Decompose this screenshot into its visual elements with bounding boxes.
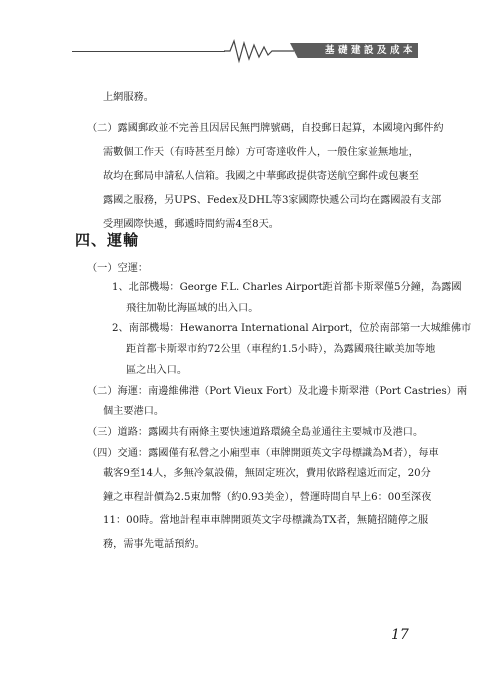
text-line: （四）交通：露國僅有私營之小廂型車（車牌開頭英文字母標識為M者），每車 xyxy=(87,448,439,459)
text-line: 11：00時。當地計程車車牌開頭英文字母標識為TX者，無隨招隨停之服 xyxy=(103,515,429,526)
text-line: 上網服務。 xyxy=(103,92,154,103)
page-number: 17 xyxy=(391,627,409,643)
section-heading: 四、運輸 xyxy=(75,231,140,249)
text-line: 受理國際快遞，郵遞時間約需4至8天。 xyxy=(103,219,279,230)
text-line: （一）空運： xyxy=(87,263,149,274)
text-line: 露國之服務，另UPS、Fedex及DHL等3家國際快遞公司均在露國設有支部 xyxy=(103,195,442,206)
pulse-line-icon xyxy=(224,38,294,64)
text-line: 個主要港口。 xyxy=(103,406,165,417)
text-line: 鐘之車程計價為2.5東加幣（約0.93美金），營運時間自早上6：00至深夜 xyxy=(103,492,432,503)
text-line: 務，需事先電話預約。 xyxy=(103,539,205,550)
text-line: 距首都卡斯翠市約72公里（車程約1.5小時），為露國飛往歐美加等地 xyxy=(126,344,436,355)
header-rule xyxy=(72,51,225,52)
text-line: （二）露國郵政並不完善且因居民無門牌號碼，自投郵日起算，本國境內郵件約 xyxy=(87,123,444,134)
text-line: 故均在郵局申請私人信箱。我國之中華郵政提供寄送航空郵件或包裹至 xyxy=(103,171,419,182)
text-line: （二）海運：南邊維佛港（Port Vieux Fort）及北邊卡斯翠港（Port Castries）兩 xyxy=(87,386,468,397)
text-line: 2、南部機場：Hewanorra International Airport，位於南部第一大城維佛市 xyxy=(112,323,472,334)
text-line: 區之出入口。 xyxy=(126,365,188,376)
text-line: （三）道路：露國共有兩條主要快速道路環繞全島並通往主要城市及港口。 xyxy=(87,427,424,438)
text-line: 1、北部機場：George F.L. Charles Airport距首都卡斯翠僅5分鐘，為露國 xyxy=(112,282,462,293)
text-line: 需數個工作天（有時甚至月餘）方可寄達收件人，一般住家並無地址， xyxy=(103,147,419,158)
text-line: 飛往加勒比海區域的出入口。 xyxy=(126,303,259,314)
header-title: 基礎建設及成本 xyxy=(324,45,416,56)
text-line: 載客9至14人，多無冷氣設備，無固定班次，費用依路程遠近而定，20分 xyxy=(103,468,431,479)
